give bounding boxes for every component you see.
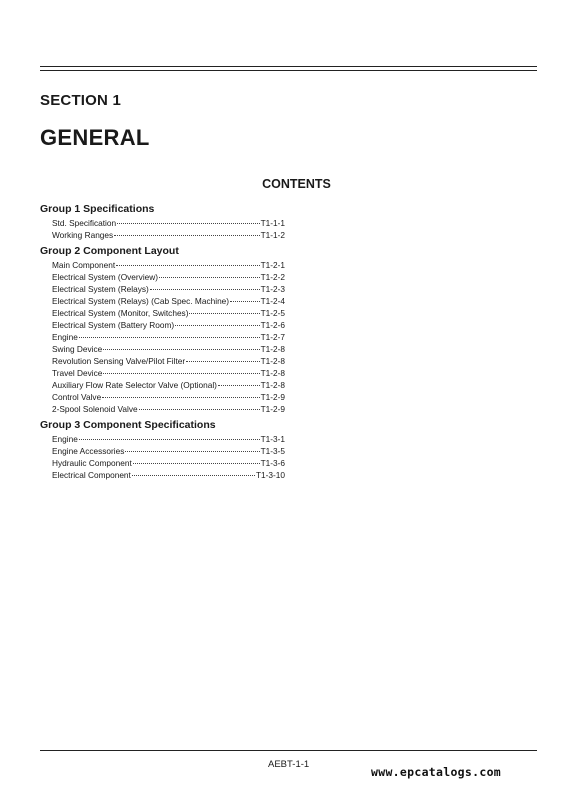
toc-entry-label: Control Valve [52,392,102,402]
toc-entry-label: Electrical System (Overview) [52,272,159,282]
toc-entry[interactable] [52,367,285,379]
toc-entry-label: Hydraulic Component [52,458,132,468]
toc-entry[interactable] [52,319,285,331]
toc-dot-leader [189,313,259,314]
toc-dot-leader [218,385,260,386]
toc-entry-page: T1-2-4 [260,296,285,306]
toc-entry-label: Swing Device [52,344,103,354]
toc-dot-leader [79,439,260,440]
toc-entry-label: Electrical System (Relays) [52,284,149,294]
toc-dot-leader [103,349,259,350]
toc-entry-label: Main Component [52,260,116,270]
toc-dot-leader [114,235,259,236]
toc-entry[interactable] [52,379,285,391]
toc-entry[interactable] [52,283,285,295]
toc-dot-leader [133,463,260,464]
toc-dot-leader [103,373,259,374]
toc-group-title: Group 3 Component Specifications [40,419,216,431]
page-code: AEBT-1-1 [268,759,310,770]
toc-group [40,419,285,481]
toc-dot-leader [116,265,259,266]
toc-entry-label: Engine [52,332,78,342]
toc-entry-page: T1-2-8 [260,368,285,378]
toc-dot-leader [102,397,259,398]
toc-entry[interactable] [52,391,285,403]
table-of-contents [40,203,285,485]
toc-dot-leader [125,451,259,452]
toc-dot-leader [150,289,260,290]
toc-entry-page: T1-3-10 [255,470,285,480]
toc-entry[interactable] [52,469,285,481]
toc-entry-label: Electrical System (Battery Room) [52,320,175,330]
section-label: SECTION 1 [40,92,121,109]
header-rule-thin [40,70,537,71]
toc-entry-label: Revolution Sensing Valve/Pilot Filter [52,356,186,366]
toc-entry-page: T1-2-8 [260,344,285,354]
toc-entry-page: T1-1-2 [260,230,285,240]
toc-entry-page: T1-3-5 [260,446,285,456]
toc-entry-page: T1-2-9 [260,404,285,414]
toc-entry[interactable] [52,217,285,229]
contents-heading-row [0,177,583,191]
toc-entry[interactable] [52,331,285,343]
toc-entry-page: T1-3-1 [260,434,285,444]
toc-group [40,203,285,241]
toc-entry-label: 2-Spool Solenoid Valve [52,404,138,414]
toc-entry[interactable] [52,445,285,457]
toc-group-title: Group 1 Specifications [40,203,155,215]
toc-entry-page: T1-2-3 [260,284,285,294]
toc-entry[interactable] [52,307,285,319]
toc-entry-page: T1-2-9 [260,392,285,402]
toc-entry-label: Engine [52,434,78,444]
toc-entry-label: Engine Accessories [52,446,125,456]
toc-dot-leader [230,301,260,302]
toc-entry[interactable] [52,259,285,271]
toc-entry[interactable] [52,403,285,415]
toc-entry-label: Electrical System (Relays) (Cab Spec. Machine) [52,296,230,306]
toc-entry-page: T1-2-5 [260,308,285,318]
watermark-text: www.epcatalogs.com [371,765,502,779]
toc-entry[interactable] [52,355,285,367]
toc-dot-leader [175,325,259,326]
header-rule-thick [40,66,537,67]
toc-entry-page: T1-2-6 [260,320,285,330]
toc-entry-page: T1-2-1 [260,260,285,270]
toc-entry[interactable] [52,229,285,241]
toc-entry-label: Auxiliary Flow Rate Selector Valve (Optional) [52,380,217,390]
toc-dot-leader [159,277,260,278]
toc-dot-leader [79,337,260,338]
toc-entry[interactable] [52,271,285,283]
toc-entry[interactable] [52,343,285,355]
toc-entry-label: Travel Device [52,368,103,378]
toc-entry-page: T1-1-1 [260,218,285,228]
toc-dot-leader [117,223,259,224]
toc-entry[interactable] [52,433,285,445]
toc-group [40,245,285,415]
toc-dot-leader [132,475,255,476]
contents-heading: CONTENTS [262,177,331,191]
toc-entry-label: Std. Specification [52,218,117,228]
toc-entry-page: T1-2-2 [260,272,285,282]
toc-entry[interactable] [52,295,285,307]
toc-entry-page: T1-2-8 [260,356,285,366]
toc-entry-page: T1-2-7 [260,332,285,342]
toc-entry-label: Electrical System (Monitor, Switches) [52,308,189,318]
toc-entry-label: Working Ranges [52,230,114,240]
footer-rule [40,750,537,751]
page-title: GENERAL [40,125,150,150]
toc-group-title: Group 2 Component Layout [40,245,179,257]
toc-entry[interactable] [52,457,285,469]
toc-dot-leader [139,409,260,410]
toc-dot-leader [186,361,259,362]
toc-entry-page: T1-3-6 [260,458,285,468]
toc-entry-page: T1-2-8 [260,380,285,390]
toc-entry-label: Electrical Component [52,470,131,480]
